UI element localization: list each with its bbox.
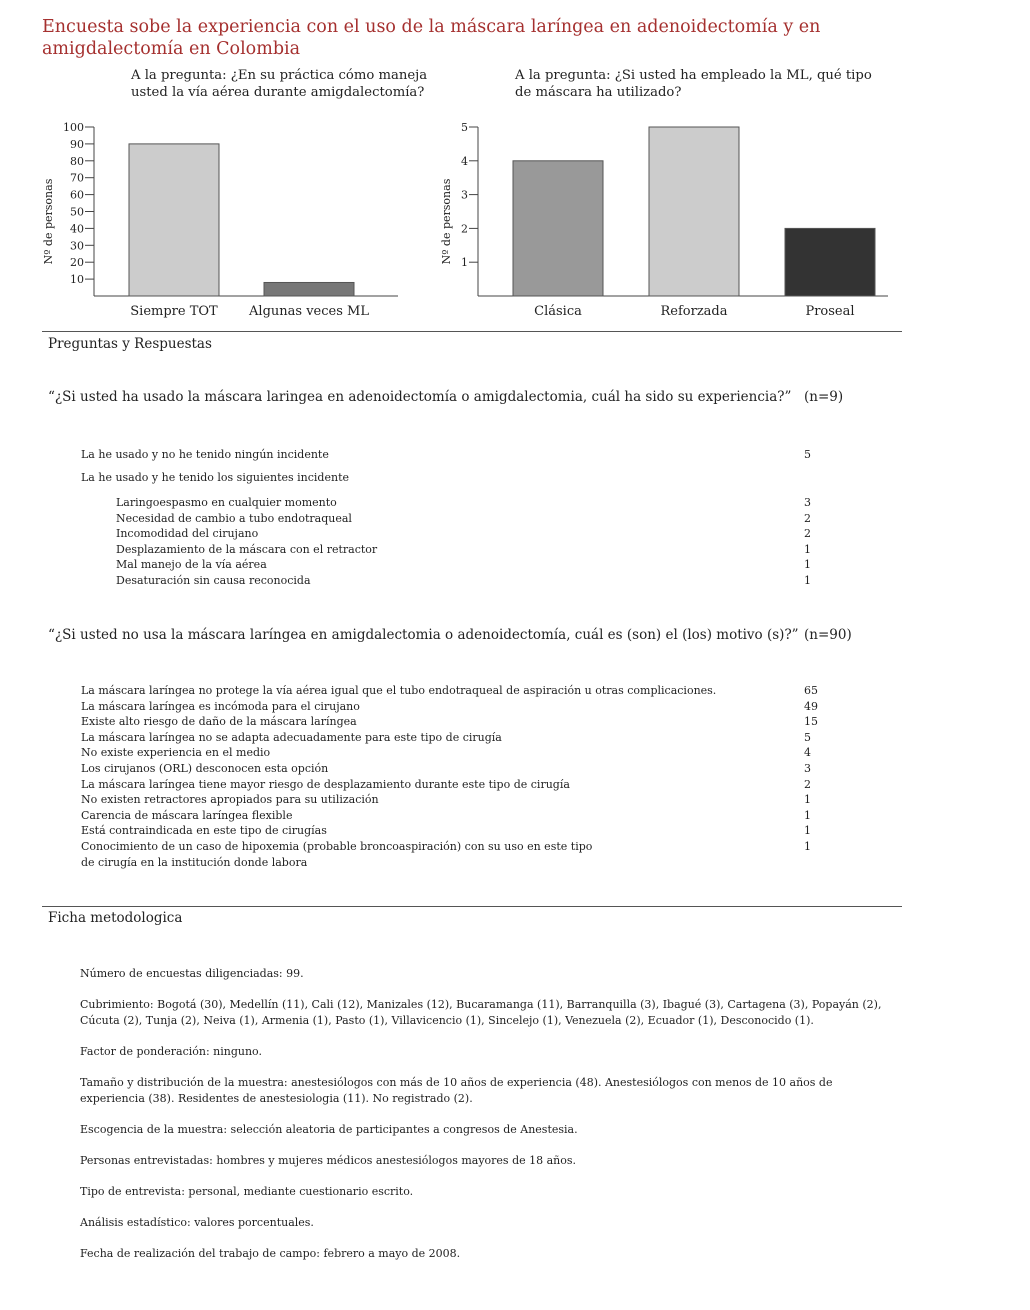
ficha-item: Personas entrevistadas: hombres y mujeres médicos anestesiólogos mayores de 18 años.: [80, 1154, 577, 1167]
reason-row-label: Carencia de máscara laríngea flexible: [81, 808, 293, 822]
question-2-n: (n=90): [804, 627, 852, 643]
bar-reforzada: [649, 127, 739, 296]
reason-row: [81, 839, 850, 855]
ficha-item: Tipo de entrevista: personal, mediante cuestionario escrito.: [80, 1185, 414, 1198]
divider-2: [42, 906, 902, 907]
reason-row-label: Conocimiento de un caso de hipoxemia (probable broncoaspiración) con su uso en este tipo: [81, 840, 593, 853]
reason-row: [81, 745, 850, 761]
answer-row-value: 5: [804, 448, 811, 461]
answer-row-label: La he usado y no he tenido ningún incidente: [81, 448, 329, 461]
reason-row-label: La máscara laríngea no protege la vía aérea igual que el tubo endotraqueal de aspiración u otras complicaciones.: [81, 684, 717, 697]
incident-row: [116, 573, 850, 589]
y-tick-label: 80: [70, 154, 84, 168]
y-tick-label: 40: [70, 222, 84, 236]
reason-row-label: Los cirujanos (ORL) desconocen esta opción: [81, 762, 329, 775]
bar-proseal: [785, 228, 875, 296]
y-tick-label: 30: [70, 239, 84, 253]
x-category-label: Proseal: [805, 304, 855, 319]
reason-row-value: 15: [804, 715, 818, 729]
reason-row-value: 1: [804, 793, 811, 807]
bar-clásica: [513, 161, 603, 296]
question-2: “¿Si usted no usa la máscara laríngea en amigdalectomia o adenoidectomía, cuál es (son) el (los) motivo (s)?”: [48, 627, 799, 643]
y-tick-label: 60: [70, 188, 84, 202]
ficha-item: Escogencia de la muestra: selección aleatoria de participantes a congresos de Anestesia.: [80, 1123, 578, 1136]
reason-row-value: 65: [804, 684, 818, 697]
incident-row: [116, 557, 850, 573]
incident-row-value: 1: [804, 542, 811, 556]
answer-row-label: La he usado y he tenido los siguientes incidente: [81, 471, 349, 484]
chart1-title: A la pregunta: ¿En su práctica cómo maneja usted la vía aérea durante amigdalectomía?: [131, 68, 428, 100]
x-category-label: Algunas veces ML: [249, 304, 369, 319]
reason-row-value: 1: [804, 824, 811, 838]
reason-row-value: 1: [804, 808, 811, 822]
reason-row: [81, 761, 850, 777]
reason-row-label: Está contraindicada en este tipo de cirugías: [81, 824, 327, 838]
incident-row: [116, 526, 850, 542]
incident-row-value: 2: [804, 511, 811, 525]
reason-row: [81, 714, 850, 730]
bar-algunas-veces-ml: [264, 282, 354, 296]
qa-heading: Preguntas y Respuestas: [48, 336, 212, 352]
y-tick-label: 1: [461, 256, 468, 270]
ficha-item: Factor de ponderación: ninguno.: [80, 1045, 262, 1058]
reason-row-label: La máscara laríngea es incómoda para el cirujano: [81, 699, 360, 713]
incident-row: [116, 511, 850, 527]
y-tick-label: 3: [461, 188, 468, 202]
ficha-item: Cubrimiento: Bogotá (30), Medellín (11), Cali (12), Manizales (12), Bucaramanga (11), Barranquilla (3), Ibagué (3), Cartagena (3), Popayán (2), Cúcuta (2), Tunja (2), Neiva (1), Armenia (1), Pasto (1), Villavicencio (1), Sincelejo (1), Venezuela (2), Ecuador (1), Desconocido (1).: [80, 998, 882, 1027]
y-tick-label: 100: [63, 121, 84, 134]
y-tick-label: 50: [70, 205, 84, 219]
reason-row-label: No existe experiencia en el medio: [81, 746, 271, 760]
incident-row: [116, 542, 850, 558]
reason-row-value: 3: [804, 762, 811, 775]
reason-row-label: Existe alto riesgo de daño de la máscara laríngea: [81, 715, 357, 729]
reason-row: [81, 792, 850, 808]
reason-row-label: No existen retractores apropiados para su utilización: [81, 793, 379, 807]
answer-row: [81, 447, 850, 463]
divider-1: [42, 331, 902, 332]
bar-siempre-tot: [129, 144, 219, 296]
x-category-label: Siempre TOT: [130, 304, 218, 319]
reason-row: [81, 699, 850, 715]
x-category-label: Clásica: [534, 304, 582, 319]
chart2-title: A la pregunta: ¿Si usted ha empleado la ML, qué tipo de máscara ha utilizado?: [515, 68, 872, 100]
page-title: Encuesta sobe la experiencia con el uso de la máscara laríngea en adenoidectomía y en amigdalectomía en Colombia: [42, 17, 821, 59]
incident-row-value: 1: [804, 558, 811, 572]
reason-row: [81, 683, 850, 699]
y-axis-label: Nº de personas: [440, 178, 453, 265]
reason-row: [81, 855, 850, 871]
question-1-n: (n=9): [804, 389, 844, 405]
y-tick-label: 90: [70, 137, 84, 151]
reason-row-value: 2: [804, 777, 811, 791]
incident-row-value: 3: [804, 496, 811, 509]
incident-row-value: 1: [804, 574, 811, 587]
ficha-item: Tamaño y distribución de la muestra: anestesiólogos con más de 10 años de experiencia (48). Anestesiólogos con menos de 10 años de experiencia (38). Residentes de anestesiologia (11). No registrado (2).: [80, 1076, 833, 1105]
ficha-item: Número de encuestas diligenciadas: 99.: [80, 967, 304, 980]
y-tick-label: 4: [461, 154, 468, 168]
y-tick-label: 2: [461, 222, 468, 236]
incident-row-label: Laringoespasmo en cualquier momento: [116, 496, 337, 509]
y-tick-label: 20: [70, 256, 84, 270]
question-1: “¿Si usted ha usado la máscara laringea en adenoidectomía o amigdalectomia, cuál ha sido su experiencia?”: [48, 389, 792, 405]
reason-row-value: 1: [804, 840, 811, 853]
incident-row: [116, 495, 850, 511]
reason-row: [81, 808, 850, 824]
reason-row: [81, 777, 850, 793]
chart-airway-management: [0, 110, 430, 325]
reason-row-label: La máscara laríngea tiene mayor riesgo de desplazamiento durante este tipo de cirugía: [81, 777, 570, 791]
reason-row-label: de cirugía en la institución donde labora: [81, 855, 308, 869]
reason-row-label: La máscara laríngea no se adapta adecuadamente para este tipo de cirugía: [81, 730, 502, 744]
reason-row: [81, 730, 850, 746]
incident-row-label: Desaturación sin causa reconocida: [116, 574, 311, 587]
y-axis-label: Nº de personas: [42, 178, 55, 265]
incident-row-label: Desplazamiento de la máscara con el retractor: [116, 542, 378, 556]
y-tick-label: 5: [461, 121, 468, 134]
reason-row-value: 5: [804, 730, 811, 744]
y-tick-label: 10: [70, 273, 84, 287]
chart-mask-type: [430, 110, 900, 325]
incident-row-value: 2: [804, 527, 811, 541]
answer-row: [81, 470, 850, 486]
incident-row-label: Incomodidad del cirujano: [116, 527, 259, 541]
ficha-item: Fecha de realización del trabajo de campo: febrero a mayo de 2008.: [80, 1247, 461, 1260]
x-category-label: Reforzada: [660, 304, 728, 319]
reason-row-value: 49: [804, 699, 818, 713]
reason-row: [81, 823, 850, 839]
incident-row-label: Necesidad de cambio a tubo endotraqueal: [116, 511, 352, 525]
ficha-item: Análisis estadístico: valores porcentuales.: [80, 1216, 314, 1229]
y-tick-label: 70: [70, 171, 84, 185]
incident-row-label: Mal manejo de la vía aérea: [116, 558, 267, 572]
ficha-heading: Ficha metodologica: [48, 910, 183, 926]
reason-row-value: 4: [804, 746, 811, 760]
